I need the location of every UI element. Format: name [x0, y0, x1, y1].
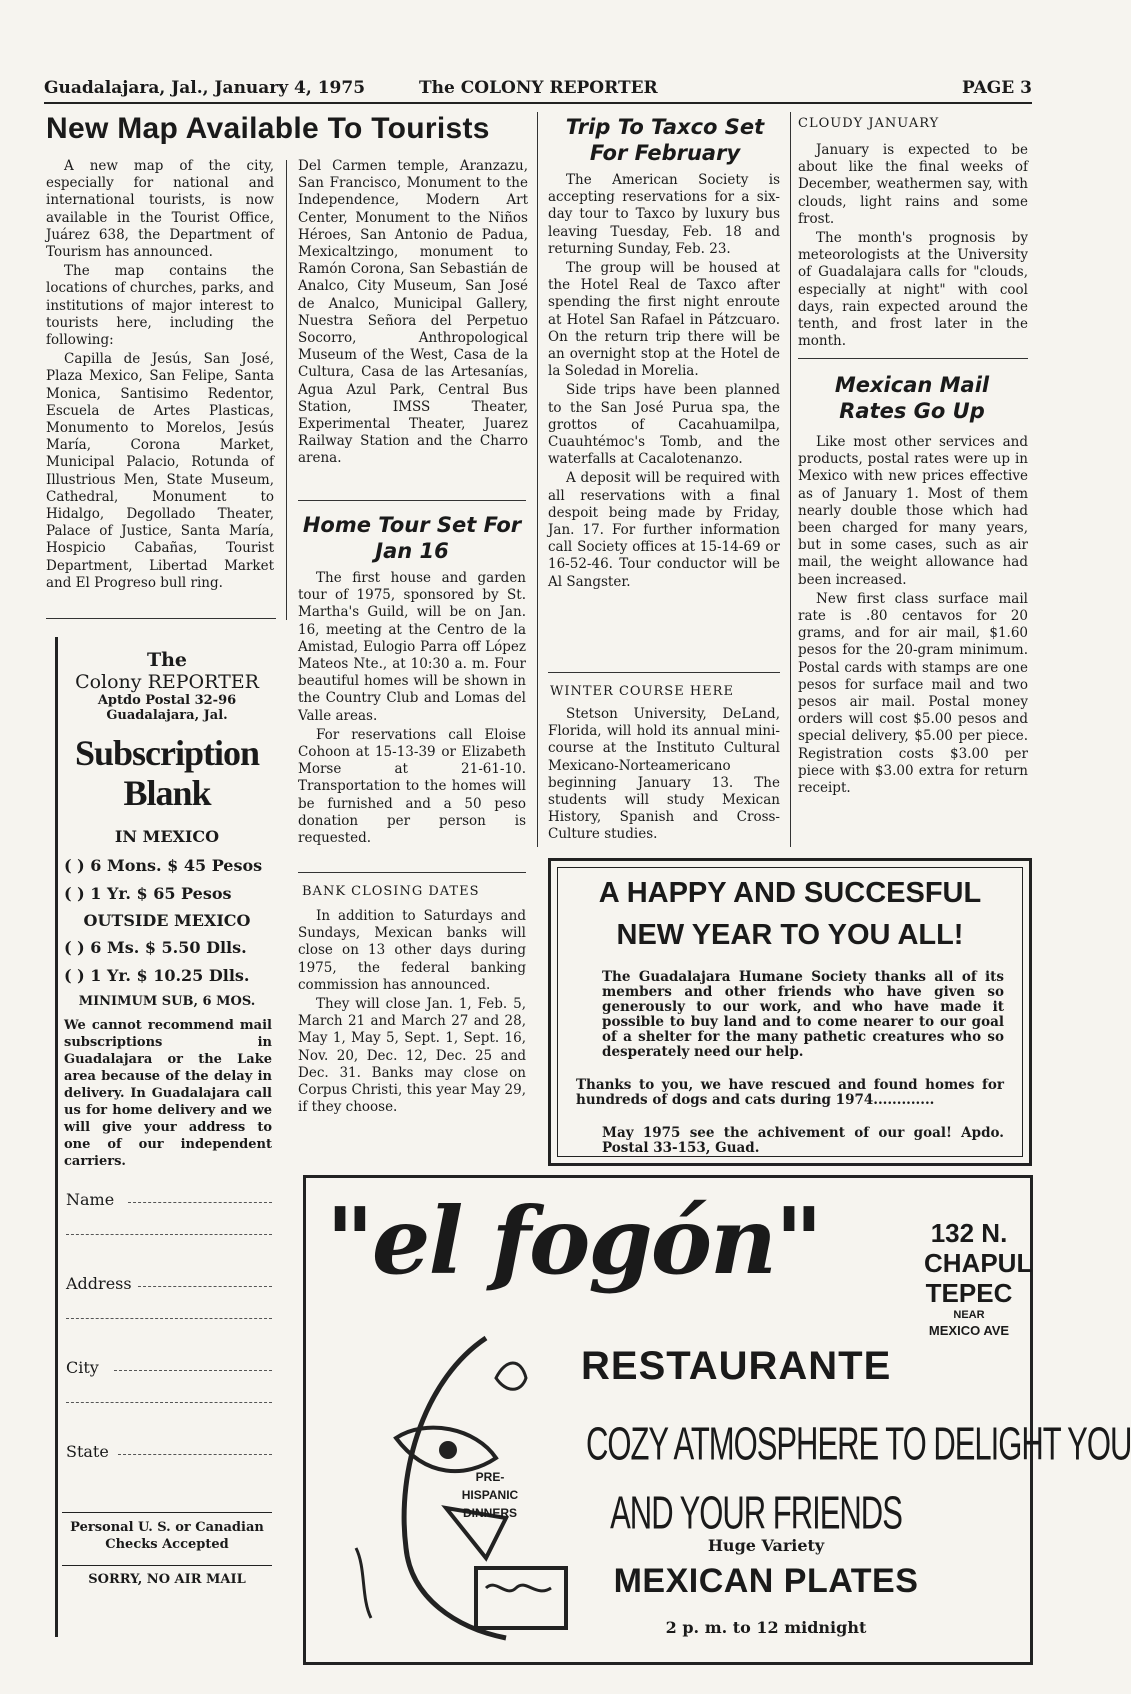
sub-city-line[interactable]	[114, 1370, 272, 1371]
masthead-date: Guadalajara, Jal., January 4, 1975	[44, 78, 366, 98]
sub-city: Guadalajara, Jal.	[106, 708, 228, 723]
winter-p1: Stetson University, DeLand, Florida, will hold its annual mini-course at the Instituto Cultural Mexicano-Norteamericano beginning January 13. The students will study Mexican History, Spanish and Cross-Culture studies.	[548, 706, 780, 843]
column-rule	[286, 160, 287, 620]
new-year-p1: The Guadalajara Humane Society thanks all of its members and other friends who have given so generously to our work, and who have made it possible to buy land and to come nearer to our goal of a shelter for the many pathetic creatures who so desperately need our help.	[602, 969, 1004, 1060]
winter-headline: WINTER COURSE HERE	[550, 684, 734, 699]
bank-body	[298, 908, 526, 1118]
sub-city-line2[interactable]	[66, 1402, 272, 1403]
bank-headline: BANK CLOSING DATES	[302, 884, 480, 899]
bank-p1: In addition to Saturdays and Sundays, Mexican banks will close on 13 other days during 1975, the federal banking commission has announced.	[298, 908, 526, 993]
new-year-inner	[557, 867, 1023, 1157]
mail-body	[798, 434, 1028, 799]
sub-state-line[interactable]	[118, 1454, 272, 1455]
ad-addr5: MEXICO AVE	[928, 1323, 1010, 1338]
ad-cozy2: AND YOUR FRIENDS	[610, 1486, 902, 1539]
sub-address-line2[interactable]	[66, 1318, 272, 1319]
bank-p2: They will close Jan. 1, Feb. 5, March 21 and March 27 and 28, May 1, May 5, Sept. 1, Sept. 16, Nov. 20, Dec. 12, Dec. 25 and Dec. 31. Banks may close on Corpus Christi, this year May 29, if they choose.	[298, 996, 526, 1116]
ad-address	[924, 1218, 1033, 1340]
taxco-p4: A deposit will be required with all reservations with a final despoit being made by Friday, Jan. 17. For further information call Society offices at 15-14-69 or 16-52-46. Tour conductor will be Al Sangster.	[548, 470, 780, 590]
column-rule	[537, 112, 538, 847]
masthead-page: PAGE 3	[962, 78, 1032, 98]
sub-the: The	[146, 649, 188, 671]
ad-huge: Huge Variety	[707, 1536, 825, 1555]
sub-city-field[interactable]	[58, 1358, 276, 1442]
el-fogon-ad	[303, 1175, 1131, 1665]
new-year-p2: Thanks to you, we have rescued and found homes for hundreds of dogs and cats during 1974.............	[576, 1077, 1004, 1108]
sub-name-line2[interactable]	[66, 1234, 272, 1235]
column-rule	[790, 112, 791, 847]
map-p1: A new map of the city, especially for national and international tourists, is now available in the Tourist Office, Juárez 638, the Department of Tourism has announced.	[46, 158, 274, 261]
cloudy-body	[798, 142, 1028, 352]
mail-p1: Like most other services and products, postal rates were up in Mexico with new prices effective as of January 1. Most of them nearly double those which had been charged for many years, but in some cases, such as air mail, the weight allowance had been increased.	[798, 434, 1028, 588]
home-tour-headline: Home Tour Set For Jan 16	[302, 513, 522, 563]
winter-body	[548, 706, 780, 846]
ad-addr4: NEAR	[953, 1309, 985, 1321]
ad-addr2: CHAPUL	[924, 1248, 1033, 1278]
taxco-p3: Side trips have been planned to the San José Purua spa, the grottos of Cacahuamilpa, Cuauhtémoc's Tomb, and the waterfalls at Cacalotenanzo.	[548, 382, 780, 468]
ad-cozy	[586, 1410, 1131, 1548]
map-p4: Del Carmen temple, Aranzazu, San Francisco, Monument to the Independence, Modern Art Center, Monument to the Niños Héroes, San Antonio de Padua, Mexicaltzingo, monument to Ramón Corona, San Sebastián de Analco, City Museum, San José de Analco, Municipal Gallery, Nuestra Señora del Perpetuo Socorro, Anthropological Museum of the West, Casa de la Cultura, Casa de las Artesanías, Agua Azul Park, Central Bus Station, IMSS Theater, Experimental Theater, Juarez Railway Station and the Charro arena.	[298, 158, 528, 467]
taxco-p2: The group will be housed at the Hotel Real de Taxco after spending the first night enroute at Hotel San Rafael in Pátzcuaro. On the return trip there will be an overnight stop at the Hotel de la Soledad in Morelia.	[548, 260, 780, 380]
sub-title2: Blank	[123, 773, 211, 813]
home-tour-p2: For reservations call Eloise Cohoon at 15-13-39 or Elizabeth Morse at 21-61-10. Transportation to the homes will be furnished and a 50 peso donation per person is requested.	[298, 726, 526, 847]
sub-title1: Subscription	[74, 733, 260, 773]
sub-checks: Personal U. S. or Canadian Checks Accepted	[62, 1512, 272, 1553]
cloudy-p2: The month's prognosis by meteorologists at the University of Guadalajara calls for "clouds, especially at night" with cool days, rain expected around the tenth, and frost later in the month.	[798, 230, 1028, 350]
mail-p2: New first class surface mail rate is .80 centavos for 20 grams, and for air mail, $1.60 pesos for the 20-gram minimum. Postal cards with stamps are one pesos for surface mail and two pesos air mail. Postal money orders will cost $5.00 pesos and special delivery, $5.00 per piece. Registration costs $3.00 per piece with $3.00 extra for return receipt.	[798, 590, 1028, 797]
sub-city-label: City	[66, 1358, 99, 1377]
divider	[46, 618, 276, 619]
sub-warning: We cannot recommend mail subscriptions in Guadalajara or the Lake area because of the delay in delivery. In Guadalajara call us for home delivery and we will give your address to one of our independent carriers.	[64, 1018, 272, 1169]
divider	[298, 500, 526, 501]
sub-option-1yr-dlls[interactable]: ( ) 1 Yr. $ 10.25 Dlls.	[64, 966, 250, 985]
map-col1	[46, 158, 274, 594]
sub-aptdo: Aptdo Postal 32-96	[97, 693, 237, 708]
sub-address-line[interactable]	[138, 1286, 272, 1287]
new-year-line1: A HAPPY AND SUCCESFUL	[598, 877, 982, 909]
masthead-paper: The COLONY REPORTER	[419, 78, 658, 98]
home-tour-p1: The first house and garden tour of 1975, sponsored by St. Martha's Guild, will be on Jan. 16, meeting at the Centro de la Amistad, Eulogio Parra off López Mateos Nte., at 10:30 a. m. Four beautiful homes will be shown in the Country Club and Lomas del Valle areas.	[298, 570, 526, 724]
ad-addr1: 132 N.	[930, 1218, 1008, 1248]
sub-option-6ms-dlls[interactable]: ( ) 6 Ms. $ 5.50 Dlls.	[64, 938, 247, 957]
taxco-p1: The American Society is accepting reservations for a six-day tour to Taxco by luxury bus leaving Tuesday, Feb. 18 and returning Sunday, Feb. 23.	[548, 172, 780, 257]
sub-name-field[interactable]	[58, 1190, 276, 1274]
sub-state-label: State	[66, 1442, 109, 1461]
new-year-p3: May 1975 see the achivement of our goal! Apdo. Postal 33-153, Guad.	[602, 1125, 1004, 1156]
ad-logo: "el fogón"	[326, 1187, 821, 1295]
sub-paper: Colony REPORTER	[75, 671, 259, 693]
divider	[548, 672, 780, 673]
map-headline: New Map Available To Tourists	[46, 112, 490, 145]
ad-restaurante: RESTAURANTE	[581, 1344, 892, 1388]
sub-address-label: Address	[66, 1274, 132, 1293]
ad-addr3: TEPEC	[925, 1278, 1013, 1308]
sub-name-line[interactable]	[128, 1202, 272, 1203]
divider	[798, 358, 1028, 359]
home-tour-body	[298, 570, 526, 849]
sub-option-1yr[interactable]: ( ) 1 Yr. $ 65 Pesos	[64, 884, 232, 903]
new-year-box	[548, 858, 1032, 1166]
map-p3: Capilla de Jesús, San José, Plaza Mexico, San Felipe, Santa Monica, Santisimo Redentor, Escuela de Artes Plasticas, Monumento to Morelos, Jesús María, Corona Market, Municipal Palacio, Rotunda of Illustrious Men, State Museum, Cathedral, Monument to Hidalgo, Degollado Theater, Palace of Justice, Santa María, Hospicio Cabañas, Tourist Department, Libertad Market and El Progreso bull ring.	[46, 351, 274, 591]
map-p2: The map contains the locations of churches, parks, and institutions of major interest to tourists here, including the following:	[46, 263, 274, 349]
cloudy-p1: January is expected to be about like the final weeks of December, weathermen say, with clouds, light rains and some frost.	[798, 142, 1028, 227]
ad-plates: MEXICAN PLATES	[613, 1562, 919, 1600]
subscription-blank	[55, 637, 276, 1637]
ad-prehispanic: PRE-HISPANIC DINNERS	[461, 1470, 519, 1520]
masthead	[44, 78, 1032, 104]
sub-in-mexico: IN MEXICO	[114, 827, 220, 846]
ad-hours: 2 p. m. to 12 midnight	[665, 1618, 867, 1637]
ad-cozy1: COZY ATMOSPHERE TO DELIGHT YOU	[586, 1417, 1131, 1470]
divider	[298, 872, 526, 873]
sub-option-6mons[interactable]: ( ) 6 Mons. $ 45 Pesos	[64, 856, 263, 875]
taxco-body	[548, 172, 780, 593]
sub-sorry: SORRY, NO AIR MAIL	[62, 1565, 272, 1587]
new-year-line2: NEW YEAR TO YOU ALL!	[616, 919, 964, 951]
map-col2	[298, 158, 528, 470]
taxco-headline: Trip To Taxco Set For February	[565, 115, 765, 165]
sub-address-field[interactable]	[58, 1274, 276, 1358]
sub-state-field[interactable]	[58, 1442, 276, 1512]
sub-name-label: Name	[66, 1190, 115, 1209]
sub-minimum: MINIMUM SUB, 6 MOS.	[78, 994, 256, 1009]
sub-outside: OUTSIDE MEXICO	[83, 911, 251, 930]
cloudy-headline: CLOUDY JANUARY	[798, 116, 940, 131]
mail-headline: Mexican Mail Rates Go Up	[834, 373, 990, 423]
